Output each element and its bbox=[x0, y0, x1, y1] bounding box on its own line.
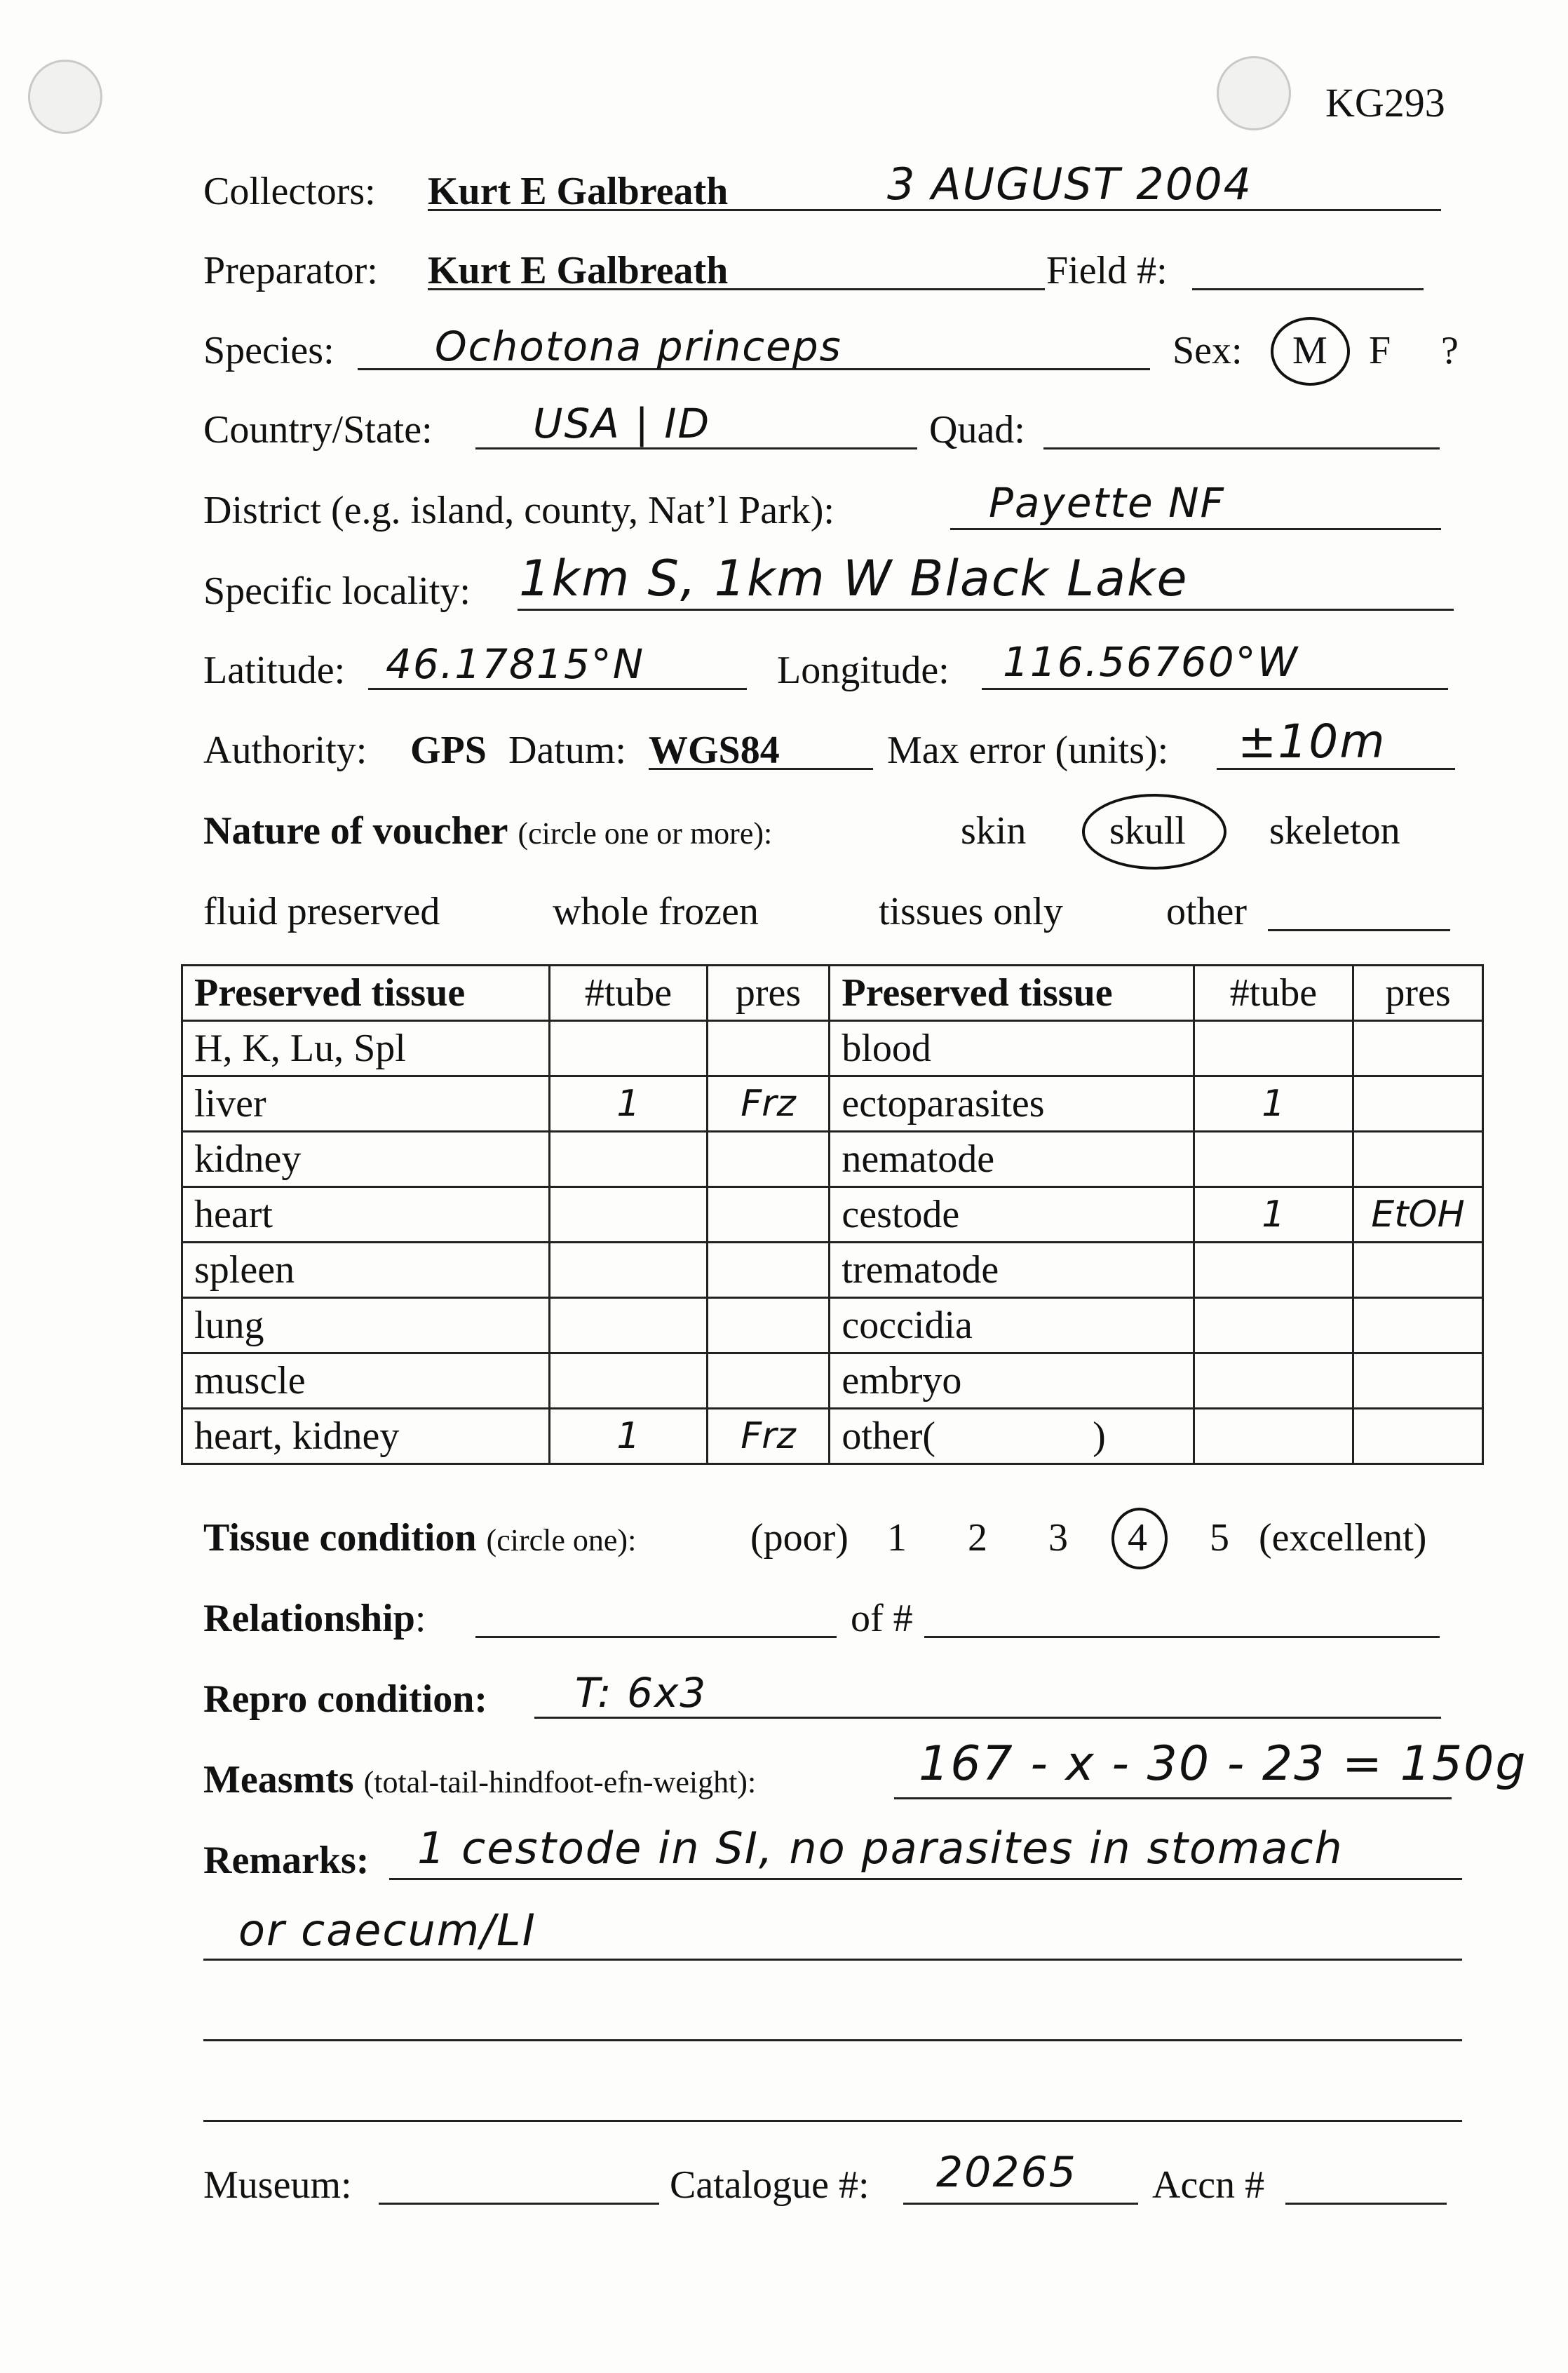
remarks-line-2 bbox=[203, 1959, 1462, 1961]
table-cell: ectoparasites bbox=[830, 1076, 1194, 1132]
longitude-value[interactable]: 116.56760°W bbox=[1003, 638, 1299, 686]
table-row bbox=[182, 1409, 1483, 1464]
locality-label: Specific locality: bbox=[203, 569, 471, 613]
collectors-label: Collectors: bbox=[203, 170, 376, 213]
district-line bbox=[950, 528, 1441, 530]
tissue-condition-label: Tissue condition (circle one): bbox=[203, 1516, 637, 1560]
condition-selection-circle bbox=[1111, 1508, 1168, 1569]
table-cell[interactable]: 1 bbox=[550, 1409, 708, 1464]
tissue-table bbox=[181, 964, 1484, 1465]
table-cell: coccidia bbox=[830, 1298, 1194, 1353]
table-row bbox=[182, 1132, 1483, 1187]
tissue-table-header bbox=[182, 966, 1483, 1021]
field-number-label: Field #: bbox=[1046, 249, 1168, 292]
condition-option-4[interactable]: 4 bbox=[1128, 1516, 1147, 1560]
table-row bbox=[182, 1353, 1483, 1409]
table-cell: spleen bbox=[182, 1243, 550, 1298]
sex-selection-circle bbox=[1271, 317, 1350, 386]
longitude-label: Longitude: bbox=[777, 649, 949, 692]
remarks-label: Remarks: bbox=[203, 1839, 370, 1882]
table-row bbox=[182, 1187, 1483, 1243]
table-cell[interactable] bbox=[707, 1353, 830, 1409]
accn-label: Accn # bbox=[1152, 2163, 1265, 2207]
authority-label: Authority: bbox=[203, 729, 367, 772]
voucher-option-other[interactable]: other bbox=[1166, 890, 1248, 933]
remarks-value-line-1[interactable]: 1 cestode in SI, no parasites in stomach bbox=[417, 1823, 1344, 1874]
condition-poor-label: (poor) bbox=[750, 1516, 849, 1560]
header-pres-right: pres bbox=[1353, 966, 1483, 1021]
punch-hole-left bbox=[28, 60, 102, 134]
preparator-line bbox=[428, 288, 1045, 290]
table-cell[interactable] bbox=[1353, 1243, 1483, 1298]
table-cell: embryo bbox=[830, 1353, 1194, 1409]
condition-option-3[interactable]: 3 bbox=[1048, 1516, 1068, 1560]
field-number-line[interactable] bbox=[1192, 288, 1424, 290]
country-value[interactable]: USA | ID bbox=[533, 400, 711, 447]
condition-option-1[interactable]: 1 bbox=[887, 1516, 907, 1560]
table-cell[interactable]: 1 bbox=[1194, 1187, 1353, 1243]
datum-line bbox=[649, 768, 873, 770]
measurements-line bbox=[894, 1797, 1452, 1799]
voucher-option-skin[interactable]: skin bbox=[961, 809, 1027, 853]
measurements-label: Measmts (total-tail-hindfoot-efn-weight): bbox=[203, 1758, 757, 1801]
authority-gps: GPS bbox=[410, 729, 487, 772]
locality-line bbox=[518, 609, 1454, 611]
table-cell: other( ) bbox=[830, 1409, 1194, 1464]
table-cell: heart bbox=[182, 1187, 550, 1243]
form-id: KG293 bbox=[1325, 80, 1445, 126]
table-cell[interactable] bbox=[550, 1353, 708, 1409]
sex-label: Sex: bbox=[1172, 329, 1243, 372]
relationship-label: Relationship: bbox=[203, 1597, 426, 1640]
museum-label: Museum: bbox=[203, 2163, 352, 2207]
punch-hole-right bbox=[1217, 56, 1291, 130]
voucher-selection-circle bbox=[1082, 794, 1226, 870]
table-cell[interactable]: Frz bbox=[707, 1076, 830, 1132]
repro-line bbox=[534, 1717, 1441, 1719]
relationship-of-label: of # bbox=[851, 1597, 913, 1640]
catalogue-value[interactable]: 20265 bbox=[936, 2148, 1077, 2197]
table-cell[interactable] bbox=[1353, 1076, 1483, 1132]
latitude-line bbox=[368, 688, 747, 690]
museum-line[interactable] bbox=[379, 2203, 659, 2205]
table-cell[interactable] bbox=[1194, 1243, 1353, 1298]
remarks-value-line-2[interactable]: or caecum/LI bbox=[238, 1905, 536, 1956]
catalogue-label: Catalogue #: bbox=[670, 2163, 870, 2207]
collection-date: 3 AUGUST 2004 bbox=[887, 158, 1253, 210]
voucher-label: Nature of voucher (circle one or more): bbox=[203, 809, 773, 853]
table-cell[interactable]: Frz bbox=[707, 1409, 830, 1464]
table-cell[interactable]: 1 bbox=[1194, 1076, 1353, 1132]
repro-label: Repro condition: bbox=[203, 1677, 487, 1721]
collectors-value[interactable]: Kurt E Galbreath bbox=[428, 170, 729, 213]
table-cell: heart, kidney bbox=[182, 1409, 550, 1464]
remarks-line-3[interactable] bbox=[203, 2039, 1462, 2041]
remarks-line-4[interactable] bbox=[203, 2120, 1462, 2122]
measurements-value[interactable]: 167 - x - 30 - 23 = 150g bbox=[919, 1736, 1527, 1792]
table-cell: nematode bbox=[830, 1132, 1194, 1187]
species-label: Species: bbox=[203, 329, 334, 372]
remarks-line-1 bbox=[389, 1878, 1462, 1880]
table-cell[interactable] bbox=[1353, 1353, 1483, 1409]
header-pres-left: pres bbox=[707, 966, 830, 1021]
locality-value[interactable]: 1km S, 1km W Black Lake bbox=[519, 550, 1189, 607]
table-cell[interactable] bbox=[1353, 1021, 1483, 1076]
country-label: Country/State: bbox=[203, 408, 433, 452]
table-cell: H, K, Lu, Spl bbox=[182, 1021, 550, 1076]
voucher-option-skeleton[interactable]: skeleton bbox=[1269, 809, 1400, 853]
catalogue-line bbox=[903, 2203, 1138, 2205]
table-cell[interactable]: 1 bbox=[550, 1076, 708, 1132]
header-preserved-tissue-left: Preserved tissue bbox=[182, 966, 550, 1021]
table-cell: muscle bbox=[182, 1353, 550, 1409]
table-row bbox=[182, 1298, 1483, 1353]
header-tube-right: #tube bbox=[1194, 966, 1353, 1021]
species-value[interactable]: Ochotona princeps bbox=[435, 323, 842, 370]
quad-label: Quad: bbox=[929, 408, 1025, 452]
table-row bbox=[182, 1021, 1483, 1076]
condition-option-2[interactable]: 2 bbox=[968, 1516, 987, 1560]
table-cell[interactable] bbox=[550, 1243, 708, 1298]
quad-line[interactable] bbox=[1043, 447, 1440, 449]
latitude-label: Latitude: bbox=[203, 649, 346, 692]
condition-excellent-label: (excellent) bbox=[1259, 1516, 1427, 1560]
table-cell[interactable] bbox=[707, 1298, 830, 1353]
table-cell[interactable] bbox=[550, 1132, 708, 1187]
table-cell[interactable] bbox=[1194, 1298, 1353, 1353]
table-cell[interactable] bbox=[550, 1298, 708, 1353]
table-cell[interactable] bbox=[707, 1021, 830, 1076]
datum-label: Datum: bbox=[508, 729, 626, 772]
table-cell[interactable] bbox=[1194, 1132, 1353, 1187]
table-row bbox=[182, 1243, 1483, 1298]
table-cell[interactable] bbox=[707, 1187, 830, 1243]
country-line bbox=[475, 447, 917, 449]
voucher-other-line[interactable] bbox=[1268, 929, 1450, 931]
table-cell[interactable] bbox=[550, 1021, 708, 1076]
preparator-label: Preparator: bbox=[203, 249, 378, 292]
sex-option-unknown[interactable]: ? bbox=[1441, 329, 1459, 372]
table-cell[interactable] bbox=[550, 1187, 708, 1243]
table-cell[interactable] bbox=[1353, 1298, 1483, 1353]
table-cell[interactable] bbox=[707, 1243, 830, 1298]
preparator-value[interactable]: Kurt E Galbreath bbox=[428, 249, 729, 292]
district-value[interactable]: Payette NF bbox=[989, 479, 1225, 527]
table-cell: lung bbox=[182, 1298, 550, 1353]
relationship-of-line[interactable] bbox=[924, 1636, 1440, 1638]
max-error-value[interactable]: ±10m bbox=[1238, 715, 1386, 769]
voucher-option-tissues[interactable]: tissues only bbox=[879, 890, 1063, 933]
table-row bbox=[182, 1076, 1483, 1132]
table-cell: kidney bbox=[182, 1132, 550, 1187]
table-cell[interactable] bbox=[1353, 1132, 1483, 1187]
voucher-option-skull[interactable]: skull bbox=[1109, 809, 1186, 853]
datum-value[interactable]: WGS84 bbox=[649, 729, 780, 772]
table-cell[interactable] bbox=[1353, 1409, 1483, 1464]
table-cell[interactable] bbox=[1194, 1409, 1353, 1464]
sex-option-f[interactable]: F bbox=[1369, 329, 1391, 372]
table-cell[interactable] bbox=[707, 1132, 830, 1187]
district-label: District (e.g. island, county, Nat’l Park): bbox=[203, 489, 834, 532]
table-cell: trematode bbox=[830, 1243, 1194, 1298]
table-cell: cestode bbox=[830, 1187, 1194, 1243]
voucher-option-frozen[interactable]: whole frozen bbox=[553, 890, 759, 933]
header-tube-left: #tube bbox=[550, 966, 708, 1021]
latitude-value[interactable]: 46.17815°N bbox=[386, 640, 645, 688]
longitude-line bbox=[982, 688, 1448, 690]
condition-option-5[interactable]: 5 bbox=[1210, 1516, 1229, 1560]
table-cell[interactable] bbox=[1194, 1353, 1353, 1409]
repro-value[interactable]: T: 6x3 bbox=[575, 1669, 708, 1717]
sex-option-m[interactable]: M bbox=[1292, 329, 1327, 372]
header-preserved-tissue-right: Preserved tissue bbox=[830, 966, 1194, 1021]
accn-line[interactable] bbox=[1285, 2203, 1447, 2205]
table-cell: blood bbox=[830, 1021, 1194, 1076]
max-error-label: Max error (units): bbox=[887, 729, 1169, 772]
voucher-option-fluid[interactable]: fluid preserved bbox=[203, 890, 440, 933]
table-cell: liver bbox=[182, 1076, 550, 1132]
table-cell[interactable]: EtOH bbox=[1353, 1187, 1483, 1243]
relationship-line[interactable] bbox=[475, 1636, 837, 1638]
table-cell[interactable] bbox=[1194, 1021, 1353, 1076]
